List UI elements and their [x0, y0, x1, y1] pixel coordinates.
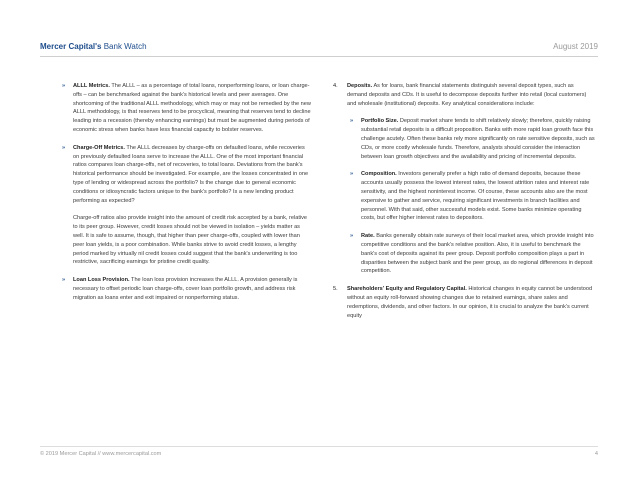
issue-date: August 2019 — [553, 42, 598, 51]
publication-title — [40, 42, 147, 51]
charge-off-text: The ALLL decreases by charge-offs on defaulted loans, while recoveries on previously defaulted loans serve to increase the ALLL. One of the most important financial ratios compares loan charge-offs, net of recoveries, to total loans. Deviations from the bank's historical performance should be investigated. For example, are the losses concentrated in one type of lending or widespread across the portfolio? Is the change due to general economic conditions or idiosyncratic factors unique to the bank's portfolio? Is a new lending product performing as expected? — [73, 144, 309, 204]
rate-item — [347, 232, 595, 276]
left-column — [59, 82, 312, 312]
bullet-icon: » — [350, 233, 354, 240]
bullet-icon: » — [62, 144, 66, 151]
portfolio-size-title: Portfolio Size. — [361, 118, 399, 125]
bullet-icon: » — [62, 83, 66, 89]
shareholders-title: Shareholders' Equity and Regulatory Capital. — [347, 286, 467, 293]
shareholders-text: Historical changes in equity cannot be understood without an equity roll-forward showing changes due to retained earnings, share sales and redemptions, dividends, and other factors. In our opinion, it is crucial to analyze the bank's current equity — [347, 286, 593, 319]
bullet-icon: » — [62, 277, 66, 284]
charge-off-item — [59, 144, 312, 206]
composition-text: Investors generally prefer a high ratio of demand deposits, because these accounts usually possess the lowest interest rates, the lowest attrition rates and interest rate sensitivity, and the highest noninterest income. Of course, these accounts also are the most expensive to gather and service, requiring significant investments in branch facilities and personnel. With that said, other successful models exist. Some banks minimize operating costs, but offer higher interest rates to depositors. — [361, 171, 590, 222]
loan-loss-text: The loan loss provision increases the ALLL. A provision generally is necessary to offset periodic loan charge-offs, cover loan portfolio growth, and address risk migration as loans enter and exit impaired or nonperforming status. — [73, 277, 298, 301]
loan-loss-item — [59, 276, 312, 302]
rate-title: Rate. — [361, 233, 375, 240]
rate-text: Banks generally obtain rate surveys of their local market area, which provide insight into competitive conditions and the bank's relative position. Also, it is useful to benchmark the bank's cost of deposits against its peer group. Deposit portfolio composition plays a part in disparities between the subject bank and the peer group, as do regional differences in deposit competition. — [361, 233, 594, 275]
bullet-icon: » — [350, 118, 354, 125]
portfolio-size-item — [347, 117, 595, 161]
header-divider — [40, 56, 598, 57]
section-number: 5. — [333, 286, 338, 293]
composition-title: Composition. — [361, 171, 397, 178]
deposits-title: Deposits. — [347, 83, 373, 89]
charge-off-title: Charge-Off Metrics. — [73, 144, 125, 151]
shareholders-section — [333, 285, 595, 320]
deposits-text: As for loans, bank financial statements distinguish several deposit types, such as demand deposits and CDs. It is useful to decompose deposits further into retail (local customers) and wholesale (institutional) deposits. Key analytical considerations include: — [347, 83, 587, 107]
right-column — [333, 82, 595, 329]
composition-item — [347, 170, 595, 223]
portfolio-size-text: Deposit market share tends to shift relatively slowly; therefore, quickly raising substantial retail deposits is a difficult proposition. Banks with more rapid loan growth face this challenge acutely. Often these banks rely more significantly on rate sensitive deposits, such as CDs, or more costly wholesale funds. Therefore, analysts should consider the interaction between loan growth objectives and the availability and pricing of incremental deposits. — [361, 118, 595, 160]
footer-copyright: © 2019 Mercer Capital // www.mercercapital.com — [40, 451, 162, 457]
page-number: 4 — [594, 451, 598, 457]
loan-loss-title: Loan Loss Provision. — [73, 277, 130, 284]
alll-metrics-text: The ALLL – as a percentage of total loans, nonperforming loans, or loan charge-offs – can be benchmarked against the bank's historical levels and peer averages. One shortcoming of the traditional ALLL methodology, which may or may not be remedied by the new ALLL methodology, is that reserves tend to be procyclical, meaning that reserves tend to decline leading into a recession (thereby enhancing earnings) but must be augmented during periods of economic stress when banks have less financial capacity to bolster reserves. — [73, 83, 311, 133]
alll-metrics-item — [59, 82, 312, 135]
newsletter-name: Bank Watch — [103, 42, 147, 51]
section-number: 4. — [333, 83, 338, 89]
charge-off-followup: Charge-off ratios also provide insight into the amount of credit risk accepted by a bank, relative to its peer group. However, credit losses should not be viewed in isolation – yields matter as well. It is safe to assume, though, that higher than peer charge-offs, coupled with lower than peer loan yields, is a poor combination. While banks strive to avoid credit losses, a lengthy period marked by virtually nil credit losses could suggest that the bank's underwriting is too restrictive, sacrificing earnings for pristine credit quality. — [73, 215, 308, 266]
deposits-section — [333, 82, 595, 108]
brand-name: Mercer Capital's — [40, 42, 102, 51]
alll-metrics-title: ALLL Metrics. — [73, 83, 110, 89]
bullet-icon: » — [350, 171, 354, 178]
footer-divider — [40, 446, 598, 447]
page-header — [40, 42, 598, 56]
